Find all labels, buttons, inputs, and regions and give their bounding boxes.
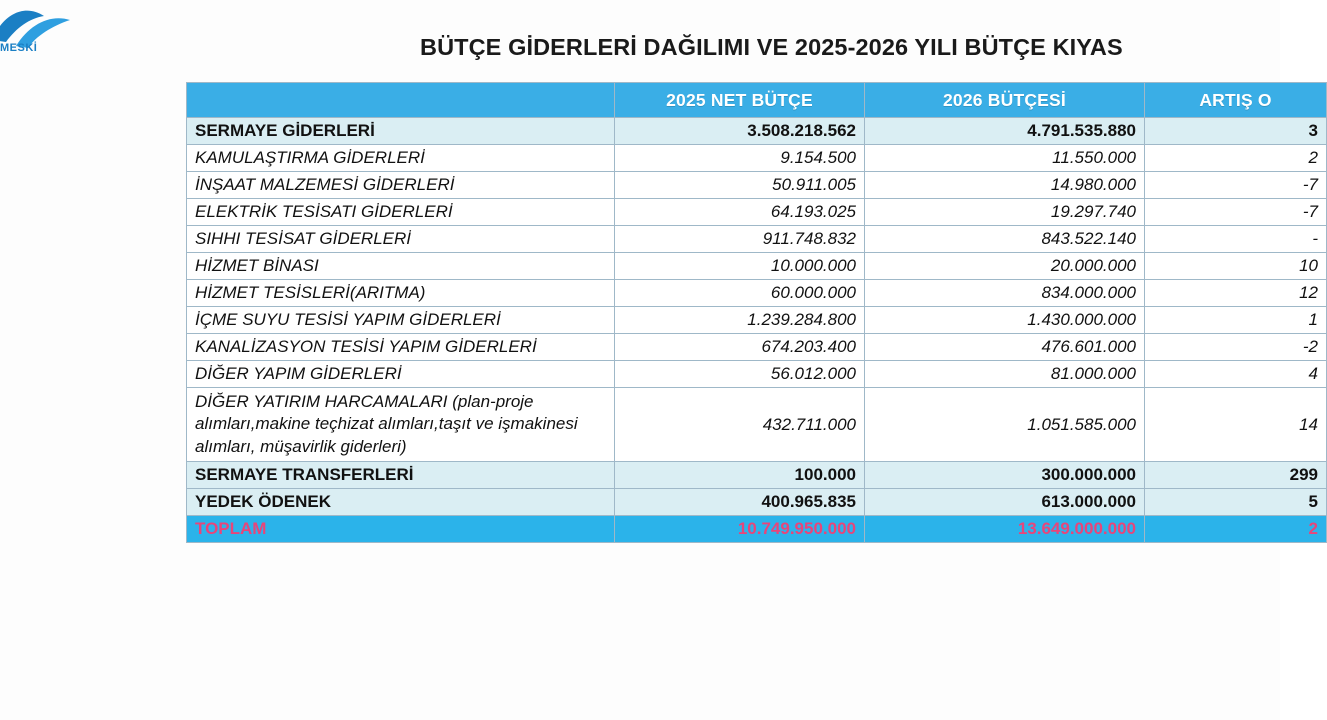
row-value-2025: 50.911.005 [615, 172, 865, 199]
row-value-rate: 299 [1145, 462, 1327, 489]
row-value-2025: 1.239.284.800 [615, 307, 865, 334]
table-row [187, 253, 1327, 280]
row-label: SIHHI TESİSAT GİDERLERİ [187, 226, 615, 253]
row-value-2026: 81.000.000 [865, 361, 1145, 388]
row-value-2026: 300.000.000 [865, 462, 1145, 489]
table-row [187, 199, 1327, 226]
row-label: SERMAYE GİDERLERİ [187, 118, 615, 145]
row-value-rate: 12 [1145, 280, 1327, 307]
row-value-2026: 1.430.000.000 [865, 307, 1145, 334]
meski-logo [0, 0, 120, 78]
table-row [187, 145, 1327, 172]
table-row [187, 489, 1327, 516]
row-value-rate: 2 [1145, 145, 1327, 172]
budget-table [186, 82, 1327, 543]
row-label: HİZMET TESİSLERİ(ARITMA) [187, 280, 615, 307]
row-value-2025: 10.749.950.000 [615, 516, 865, 543]
table-row [187, 334, 1327, 361]
table-row [187, 118, 1327, 145]
row-value-2026: 613.000.000 [865, 489, 1145, 516]
row-value-2025: 64.193.025 [615, 199, 865, 226]
table-row [187, 280, 1327, 307]
logo-label: MESKİ [0, 42, 38, 54]
row-value-2026: 843.522.140 [865, 226, 1145, 253]
row-label: TOPLAM [187, 516, 615, 543]
row-value-rate: -7 [1145, 199, 1327, 226]
column-header-2026: 2026 BÜTÇESİ [865, 83, 1145, 118]
table-row [187, 516, 1327, 543]
page-title: BÜTÇE GİDERLERİ DAĞILIMI VE 2025-2026 YILI BÜTÇE KIYAS [420, 34, 1123, 60]
row-value-2025: 432.711.000 [615, 388, 865, 462]
table-body [187, 118, 1327, 543]
table-row [187, 226, 1327, 253]
row-value-2025: 9.154.500 [615, 145, 865, 172]
row-value-2026: 476.601.000 [865, 334, 1145, 361]
row-value-2025: 100.000 [615, 462, 865, 489]
row-value-2025: 60.000.000 [615, 280, 865, 307]
row-value-rate: - [1145, 226, 1327, 253]
row-value-rate: -2 [1145, 334, 1327, 361]
row-value-rate: 1 [1145, 307, 1327, 334]
table-row [187, 462, 1327, 489]
row-label: KAMULAŞTIRMA GİDERLERİ [187, 145, 615, 172]
column-header-label [187, 83, 615, 118]
row-value-2025: 400.965.835 [615, 489, 865, 516]
row-value-rate: -7 [1145, 172, 1327, 199]
row-value-rate: 10 [1145, 253, 1327, 280]
row-value-2026: 13.649.000.000 [865, 516, 1145, 543]
table-row [187, 172, 1327, 199]
row-label: İÇME SUYU TESİSİ YAPIM GİDERLERİ [187, 307, 615, 334]
row-label: KANALİZASYON TESİSİ YAPIM GİDERLERİ [187, 334, 615, 361]
row-value-rate: 14 [1145, 388, 1327, 462]
table-row [187, 361, 1327, 388]
row-value-rate: 3 [1145, 118, 1327, 145]
row-value-2026: 1.051.585.000 [865, 388, 1145, 462]
row-value-rate: 5 [1145, 489, 1327, 516]
row-value-2026: 20.000.000 [865, 253, 1145, 280]
table-header-row [187, 83, 1327, 118]
row-value-2025: 911.748.832 [615, 226, 865, 253]
column-header-rate: ARTIŞ O [1145, 83, 1327, 118]
row-value-2025: 56.012.000 [615, 361, 865, 388]
row-label: HİZMET BİNASI [187, 253, 615, 280]
row-value-rate: 2 [1145, 516, 1327, 543]
row-value-2025: 3.508.218.562 [615, 118, 865, 145]
row-label: DİĞER YATIRIM HARCAMALARI (plan-proje alımları,makine teçhizat alımları,taşıt ve işmakinesi alımları, müşavirlik giderleri) [187, 388, 615, 462]
row-value-rate: 4 [1145, 361, 1327, 388]
table-row [187, 307, 1327, 334]
table-header [187, 83, 1327, 118]
row-label: ELEKTRİK TESİSATI GİDERLERİ [187, 199, 615, 226]
row-label: DİĞER YAPIM GİDERLERİ [187, 361, 615, 388]
row-value-2025: 10.000.000 [615, 253, 865, 280]
row-label: İNŞAAT MALZEMESİ GİDERLERİ [187, 172, 615, 199]
row-value-2026: 14.980.000 [865, 172, 1145, 199]
row-value-2026: 11.550.000 [865, 145, 1145, 172]
row-value-2025: 674.203.400 [615, 334, 865, 361]
row-value-2026: 834.000.000 [865, 280, 1145, 307]
row-label: SERMAYE TRANSFERLERİ [187, 462, 615, 489]
column-header-2025: 2025 NET BÜTÇE [615, 83, 865, 118]
row-label: YEDEK ÖDENEK [187, 489, 615, 516]
row-value-2026: 4.791.535.880 [865, 118, 1145, 145]
table-row [187, 388, 1327, 462]
budget-table-container [186, 82, 1326, 543]
row-value-2026: 19.297.740 [865, 199, 1145, 226]
